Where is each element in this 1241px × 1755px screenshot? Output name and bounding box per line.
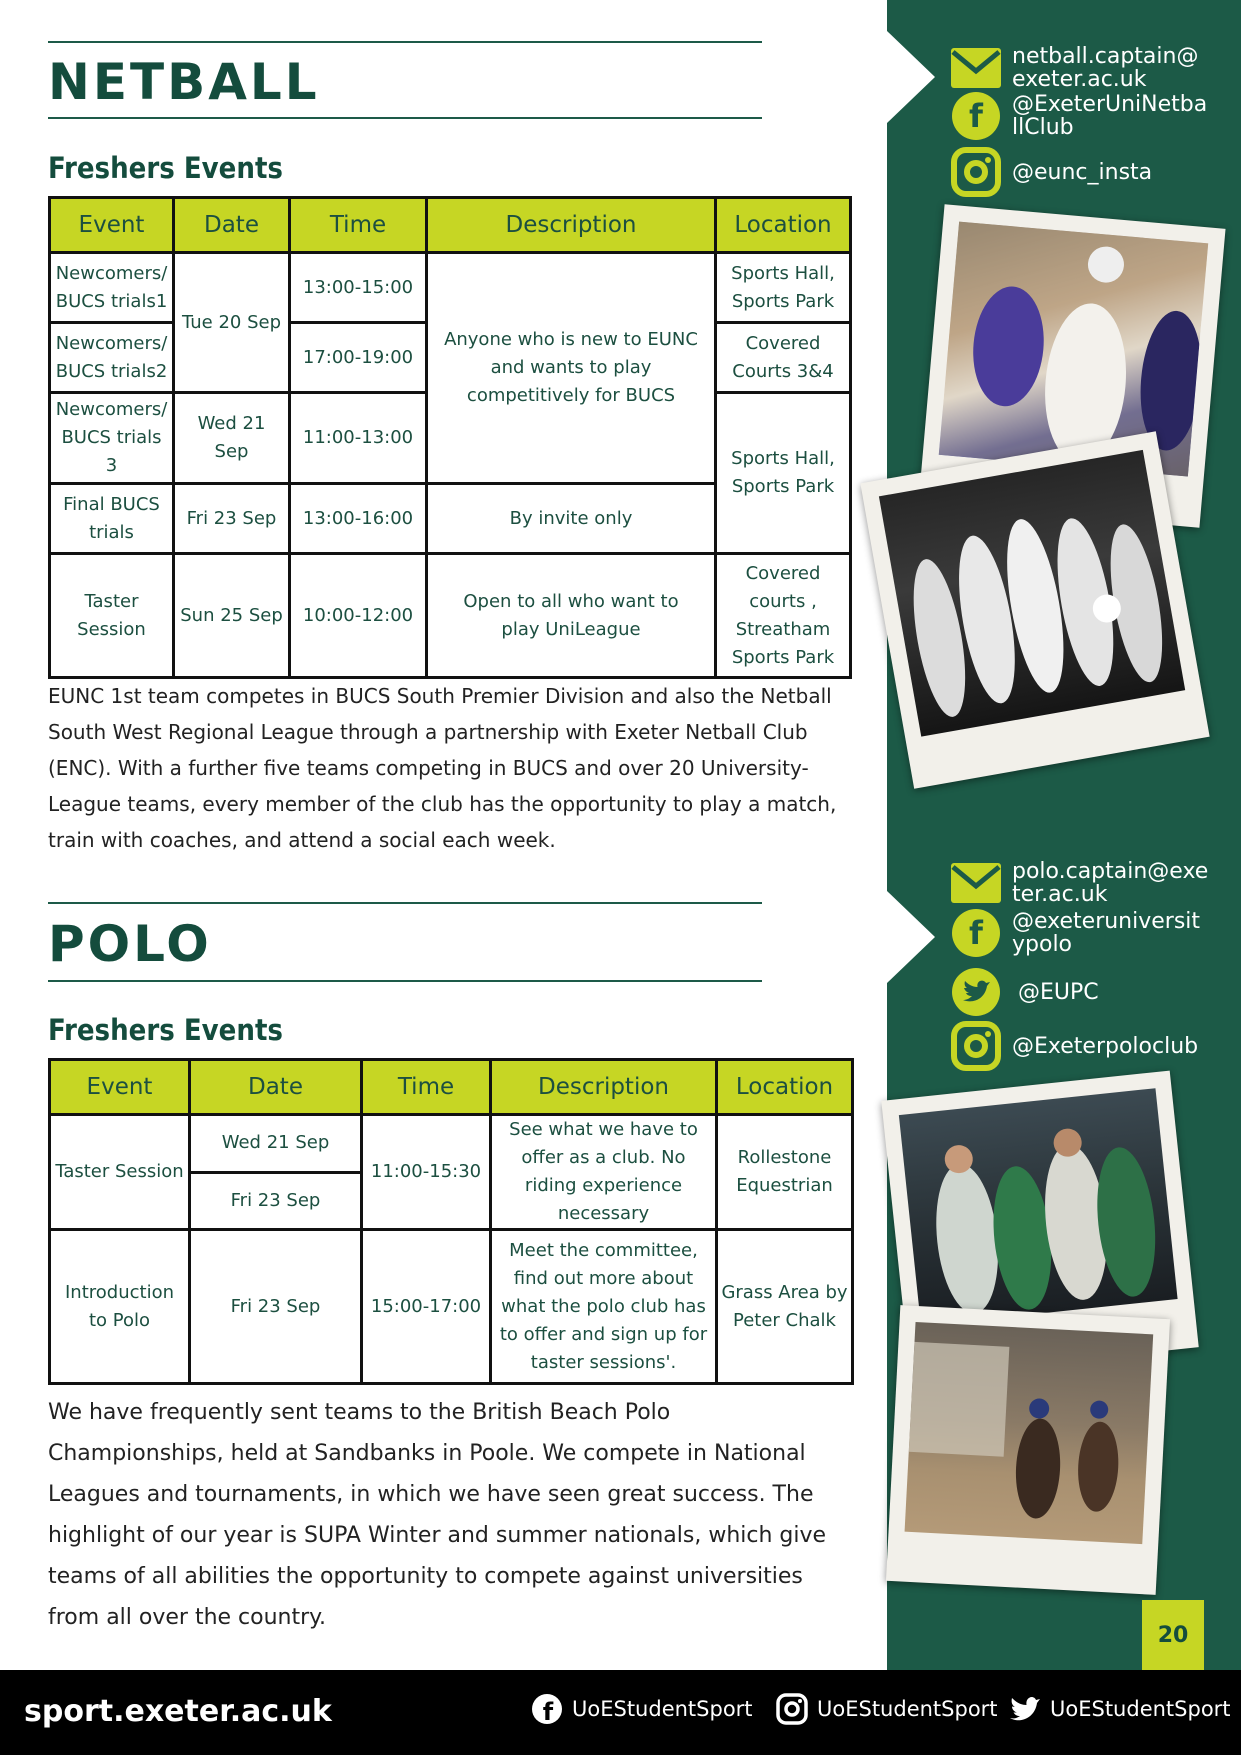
footer-twitter-text: UoEStudentSport bbox=[1050, 1697, 1231, 1721]
polo-instagram-text: @Exeterpoloclub bbox=[1012, 1033, 1199, 1059]
col-header-time: Time bbox=[290, 198, 427, 253]
description-cell: Open to all who want to play UniLeague bbox=[427, 554, 716, 678]
time-cell: 13:00-16:00 bbox=[290, 484, 427, 554]
polo-email-contact[interactable] bbox=[950, 857, 1212, 909]
facebook-icon bbox=[530, 1692, 564, 1726]
netball-top-rule bbox=[48, 41, 762, 43]
location-cell: Covered courts , Streatham Sports Park bbox=[716, 554, 851, 678]
location-cell: Sports Hall, Sports Park bbox=[716, 253, 851, 323]
netball-instagram-contact[interactable] bbox=[950, 146, 1212, 198]
netball-facebook-text: @ExeterUniNetballClub bbox=[1012, 92, 1208, 140]
description-cell: Meet the committee, find out more about what the polo club has to offer and sign up for taster sessions'. bbox=[491, 1230, 717, 1384]
col-header-event: Event bbox=[50, 198, 174, 253]
netball-panel-notch bbox=[887, 31, 935, 123]
col-header-description: Description bbox=[491, 1060, 717, 1115]
table-row bbox=[50, 1115, 853, 1173]
location-cell: Rollestone Equestrian bbox=[717, 1115, 853, 1230]
polo-top-rule bbox=[48, 902, 762, 904]
netball-photo-2 bbox=[860, 431, 1209, 788]
email-icon bbox=[950, 857, 1002, 909]
date-cell: Fri 23 Sep bbox=[174, 484, 290, 554]
date-cell: Wed 21 Sep bbox=[174, 393, 290, 484]
netball-email-text: netball.captain@exeter.ac.uk bbox=[1012, 44, 1199, 92]
facebook-icon bbox=[950, 90, 1002, 142]
netball-subtitle: Freshers Events bbox=[48, 151, 283, 185]
event-cell: Introduction to Polo bbox=[50, 1230, 190, 1384]
date-cell: Fri 23 Sep bbox=[190, 1172, 362, 1230]
time-cell: 10:00-12:00 bbox=[290, 554, 427, 678]
netball-email-contact[interactable] bbox=[950, 42, 1212, 94]
time-cell: 11:00-13:00 bbox=[290, 393, 427, 484]
polo-twitter-contact[interactable] bbox=[950, 966, 1218, 1018]
polo-instagram-contact[interactable] bbox=[950, 1020, 1212, 1072]
col-header-description: Description bbox=[427, 198, 716, 253]
instagram-icon bbox=[950, 1020, 1002, 1072]
event-cell: Final BUCS trials bbox=[50, 484, 174, 554]
event-cell: Newcomers/ BUCS trials2 bbox=[50, 323, 174, 393]
footer-facebook[interactable] bbox=[530, 1692, 753, 1726]
date-cell: Tue 20 Sep bbox=[174, 253, 290, 393]
col-header-date: Date bbox=[174, 198, 290, 253]
location-cell: Sports Hall, Sports Park bbox=[716, 393, 851, 554]
footer-website-link[interactable]: sport.exeter.ac.uk bbox=[24, 1694, 332, 1729]
col-header-location: Location bbox=[716, 198, 851, 253]
netball-bottom-rule bbox=[48, 117, 762, 119]
polo-description: We have frequently sent teams to the British Beach Polo Championships, held at Sandbanks in Poole. We compete in National Leagues and tournaments, in which we have seen great success. The highlight of our year is SUPA Winter and summer nationals, which give teams of all abilities the opportunity to compete against universities from all over the country. bbox=[48, 1400, 827, 1630]
polo-facebook-contact[interactable] bbox=[950, 907, 1212, 959]
time-cell: 11:00-15:30 bbox=[362, 1115, 491, 1230]
polo-bottom-rule bbox=[48, 980, 762, 982]
polo-subtitle: Freshers Events bbox=[48, 1013, 283, 1047]
time-cell: 15:00-17:00 bbox=[362, 1230, 491, 1384]
polo-photo-2 bbox=[886, 1305, 1170, 1595]
col-header-date: Date bbox=[190, 1060, 362, 1115]
netball-instagram-text: @eunc_insta bbox=[1012, 159, 1153, 185]
svg-text:f: f bbox=[969, 97, 983, 135]
polo-panel-notch bbox=[887, 891, 935, 983]
description-cell: Anyone who is new to EUNC and wants to play competitively for BUCS bbox=[427, 253, 716, 484]
footer-twitter[interactable] bbox=[1008, 1692, 1231, 1726]
polo-twitter-text: @EUPC bbox=[1018, 979, 1099, 1005]
event-cell: Taster Session bbox=[50, 1115, 190, 1230]
email-icon bbox=[950, 42, 1002, 94]
col-header-time: Time bbox=[362, 1060, 491, 1115]
netball-title: NETBALL bbox=[48, 53, 320, 111]
date-cell: Fri 23 Sep bbox=[190, 1230, 362, 1384]
footer-instagram[interactable] bbox=[775, 1692, 998, 1726]
twitter-icon bbox=[950, 966, 1002, 1018]
netball-description: EUNC 1st team competes in BUCS South Premier Division and also the Netball South West Regional League through a partnership with Exeter Netball Club (ENC). With a further five teams competing in BUCS and over 20 University-League teams, every member of the club has the opportunity to play a match, train with coaches, and attend a social each week. bbox=[48, 684, 837, 852]
description-cell: By invite only bbox=[427, 484, 716, 554]
time-cell: 17:00-19:00 bbox=[290, 323, 427, 393]
svg-text:f: f bbox=[542, 1698, 554, 1725]
twitter-icon bbox=[1008, 1692, 1042, 1726]
table-header-row bbox=[50, 1060, 853, 1115]
col-header-event: Event bbox=[50, 1060, 190, 1115]
location-cell: Covered Courts 3&4 bbox=[716, 323, 851, 393]
table-row bbox=[50, 253, 851, 323]
event-cell: Taster Session bbox=[50, 554, 174, 678]
event-cell: Newcomers/ BUCS trials1 bbox=[50, 253, 174, 323]
event-cell: Newcomers/ BUCS trials 3 bbox=[50, 393, 174, 484]
date-cell: Sun 25 Sep bbox=[174, 554, 290, 678]
table-row bbox=[50, 1230, 853, 1384]
polo-events-table bbox=[48, 1058, 854, 1385]
netball-facebook-contact[interactable] bbox=[950, 90, 1212, 142]
polo-title: POLO bbox=[48, 915, 212, 973]
table-header-row bbox=[50, 198, 851, 253]
footer-facebook-text: UoEStudentSport bbox=[572, 1697, 753, 1721]
svg-text:f: f bbox=[969, 914, 983, 952]
date-cell: Wed 21 Sep bbox=[190, 1115, 362, 1173]
instagram-icon bbox=[775, 1692, 809, 1726]
col-header-location: Location bbox=[717, 1060, 853, 1115]
location-cell: Grass Area by Peter Chalk bbox=[717, 1230, 853, 1384]
table-row bbox=[50, 554, 851, 678]
page-number: 20 bbox=[1142, 1600, 1204, 1670]
netball-events-table bbox=[48, 196, 852, 679]
facebook-icon bbox=[950, 907, 1002, 959]
description-cell: See what we have to offer as a club. No riding experience necessary bbox=[491, 1115, 717, 1230]
instagram-icon bbox=[950, 146, 1002, 198]
polo-facebook-text: @exeteruniversitypolo bbox=[1012, 909, 1201, 957]
footer-instagram-text: UoEStudentSport bbox=[817, 1697, 998, 1721]
time-cell: 13:00-15:00 bbox=[290, 253, 427, 323]
footer-bar bbox=[0, 1670, 1241, 1755]
polo-email-text: polo.captain@exeter.ac.uk bbox=[1012, 859, 1209, 907]
